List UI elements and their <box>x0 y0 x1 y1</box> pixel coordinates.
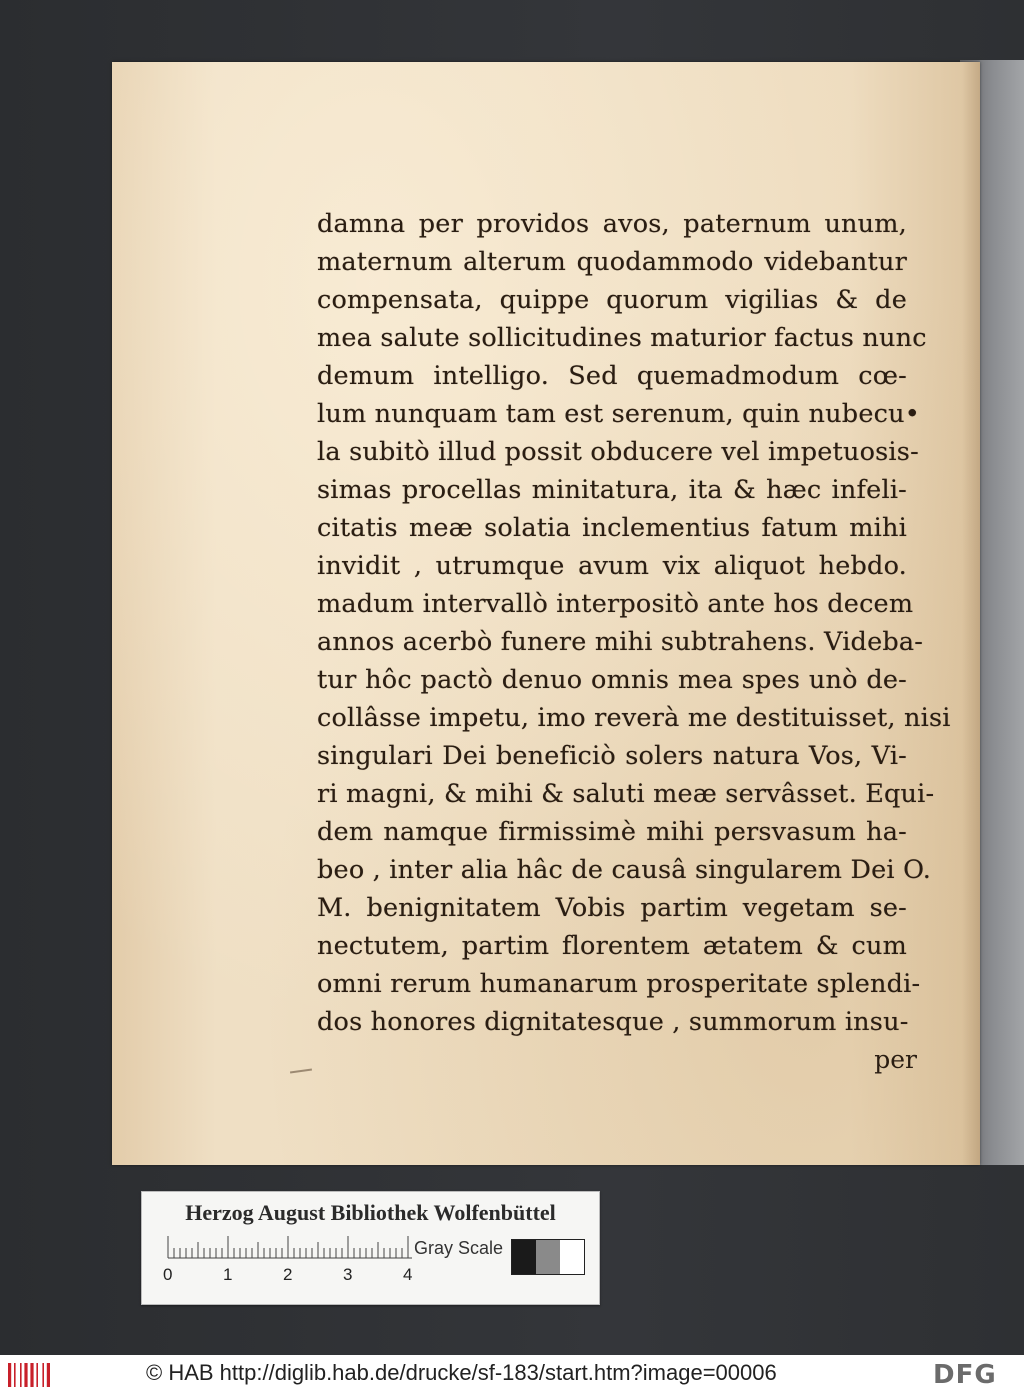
text-line: tur hôc pactò denuo omnis mea spes unò de- <box>317 665 907 695</box>
gray-swatch-light <box>560 1240 584 1274</box>
text-line: maternum alterum quodammodo videbantur <box>317 247 907 277</box>
text-line: mea salute sollicitudines maturior factus nunc <box>317 323 927 353</box>
text-line: demum intelligo. Sed quemadmodum cœ- <box>317 361 907 391</box>
book-page <box>112 62 980 1165</box>
ruler-tick-label: 2 <box>283 1265 293 1284</box>
text-line: nectutem, partim florentem ætatem & cum <box>317 931 907 961</box>
text-line: omni rerum humanarum prosperitate splendi- <box>317 969 921 999</box>
ruler-tick-label: 3 <box>343 1265 353 1284</box>
text-line: invidit , utrumque avum vix aliquot hebdo. <box>317 551 907 581</box>
text-line: ri magni, & mihi & saluti meæ servâsset. Equi- <box>317 779 935 809</box>
text-line: M. benignitatem Vobis partim vegetam se- <box>317 893 907 923</box>
text-line: citatis meæ solatia inclementius fatum mihi <box>317 513 907 543</box>
text-line: compensata, quippe quorum vigilias & de <box>317 285 907 315</box>
gray-scale-swatches <box>511 1239 585 1275</box>
ruler-tick-label: 1 <box>223 1265 233 1284</box>
paper-mark <box>290 1068 312 1073</box>
text-line: simas procellas minitatura, ita & hæc infeli- <box>317 475 907 505</box>
barcode-icon <box>8 1361 46 1389</box>
dfg-logo: DFG <box>933 1360 997 1390</box>
ruler-tick-label: 0 <box>163 1265 173 1284</box>
text-line: dos honores dignitatesque , summorum insu- <box>317 1007 909 1037</box>
text-line: madum intervallò interpositò ante hos decem <box>317 589 914 619</box>
text-line: collâsse impetu, imo reverà me destituisset, nisi <box>317 703 951 733</box>
text-line: damna per providos avos, paternum unum, <box>317 209 907 239</box>
gray-scale-label: Gray Scale <box>414 1238 504 1258</box>
page-edge-shadow <box>962 62 980 1165</box>
ruler-tick-label: 4 <box>403 1265 413 1284</box>
text-line: dem namque firmissimè mihi persvasum ha- <box>317 817 907 847</box>
ruler-scale <box>164 1236 426 1284</box>
text-line: singulari Dei beneficiò solers natura Vos, Vi- <box>317 741 907 771</box>
gray-swatch-mid <box>536 1240 560 1274</box>
footer-bar <box>0 1355 1024 1395</box>
copyright-credit: © HAB http://diglib.hab.de/drucke/sf-183/start.htm?image=00006 <box>146 1360 777 1385</box>
text-line: la subitò illud possit obducere vel impetuosis- <box>317 437 919 467</box>
library-name: Herzog August Bibliothek Wolfenbüttel <box>185 1200 556 1225</box>
text-line: lum nunquam tam est serenum, quin nubecu• <box>317 399 920 429</box>
catchword: per <box>874 1045 917 1074</box>
text-line: beo , inter alia hâc de causâ singularem Dei O. <box>317 855 932 885</box>
color-scale-card <box>141 1191 600 1305</box>
text-line: annos acerbò funere mihi subtrahens. Videba- <box>317 627 924 657</box>
gray-swatch-dark <box>512 1240 536 1274</box>
